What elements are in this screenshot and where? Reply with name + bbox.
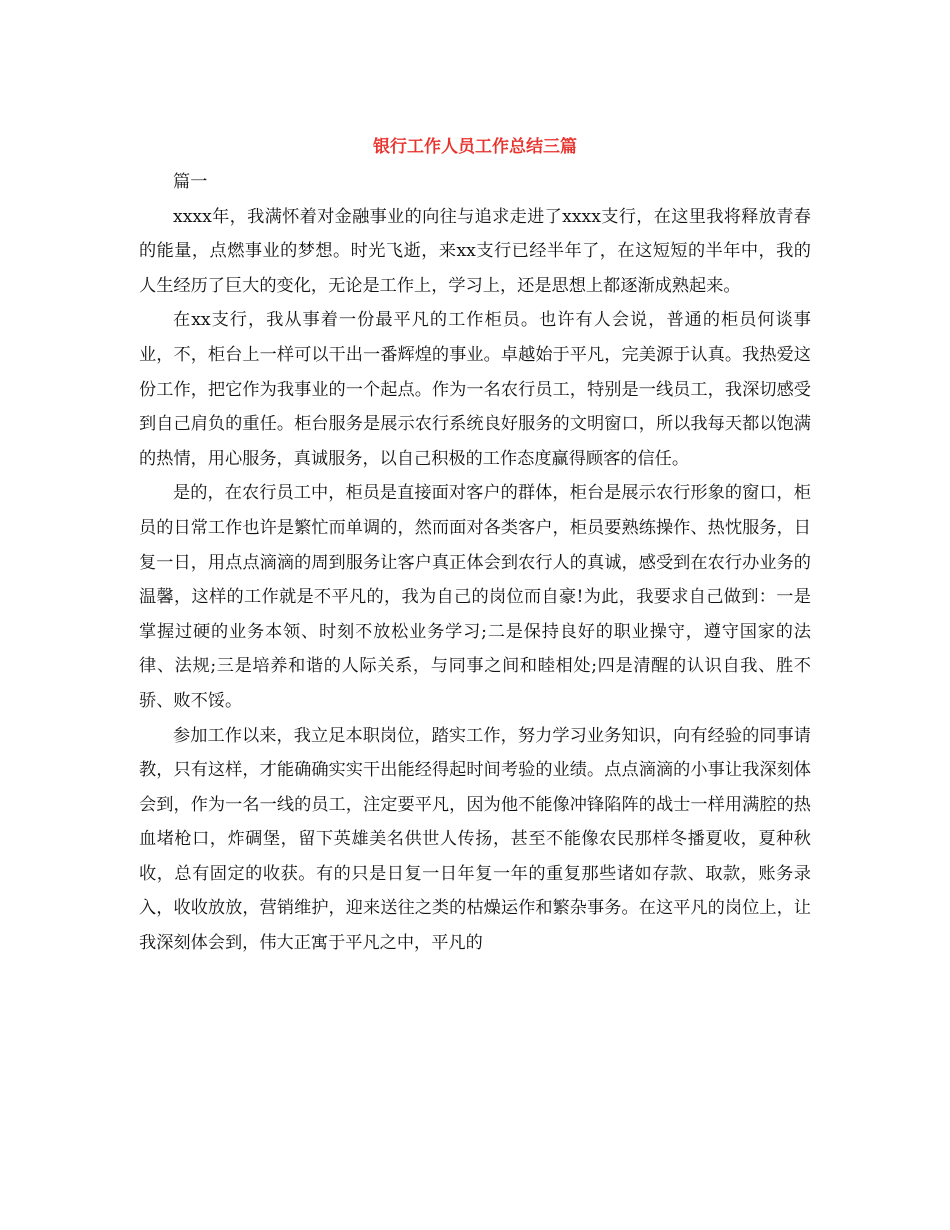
document-title: 银行工作人员工作总结三篇 — [373, 137, 577, 158]
paragraph-3: 是的，在农行员工中，柜员是直接面对客户的群体，柜台是展示农行形象的窗口，柜员的日常工作也许是繁忙而单调的，然而面对各类客户，柜员要熟练操作、热忱服务，日复一日，用点点滴滴的周到服务让客户真正体会到农行人的真诚，感受到在农行办业务的温馨，这样的工作就是不平凡的，我为自己的岗位而自豪!为此，我要求自己做到：一是掌握过硬的业务本领、时刻不放松业务学习;二是保持良好的职业操守，遵守国家的法律、法规;三是培养和谐的人际关系，与同事之间和睦相处;四是清醒的认识自我、胜不骄、败不馁。 — [139, 483, 811, 711]
section-label: 篇一 — [173, 172, 208, 192]
paragraph-1: xxxx年，我满怀着对金融事业的向往与追求走进了xxxx支行，在这里我将释放青春的能量，点燃事业的梦想。时光飞逝，来xx支行已经半年了，在这短短的半年中，我的人生经历了巨大的变化，无论是工作上，学习上，还是思想上都逐渐成熟起来。 — [139, 206, 811, 296]
paragraph-2: 在xx支行，我从事着一份最平凡的工作柜员。也许有人会说，普通的柜员何谈事业，不，柜台上一样可以干出一番辉煌的事业。卓越始于平凡，完美源于认真。我热爱这份工作，把它作为我事业的一个起点。作为一名农行员工，特别是一线员工，我深切感受到自己肩负的重任。柜台服务是展示农行系统良好服务的文明窗口，所以我每天都以饱满的热情，用心服务，真诚服务，以自己积极的工作态度赢得顾客的信任。 — [139, 310, 811, 469]
document-body — [139, 165, 811, 961]
paragraph-4: 参加工作以来，我立足本职岗位，踏实工作，努力学习业务知识，向有经验的同事请教，只有这样，才能确确实实干出能经得起时间考验的业绩。点点滴滴的小事让我深刻体会到，作为一名一线的员工，注定要平凡，因为他不能像冲锋陷阵的战士一样用满腔的热血堵枪口，炸碉堡，留下英雄美名供世人传扬，甚至不能像农民那样冬播夏收，夏种秋收，总有固定的收获。有的只是日复一日年复一年的重复那些诸如存款、取款，账务录入，收收放放，营销维护，迎来送往之类的枯燥运作和繁杂事务。在这平凡的岗位上，让我深刻体会到，伟大正寓于平凡之中，平凡的 — [139, 725, 811, 954]
